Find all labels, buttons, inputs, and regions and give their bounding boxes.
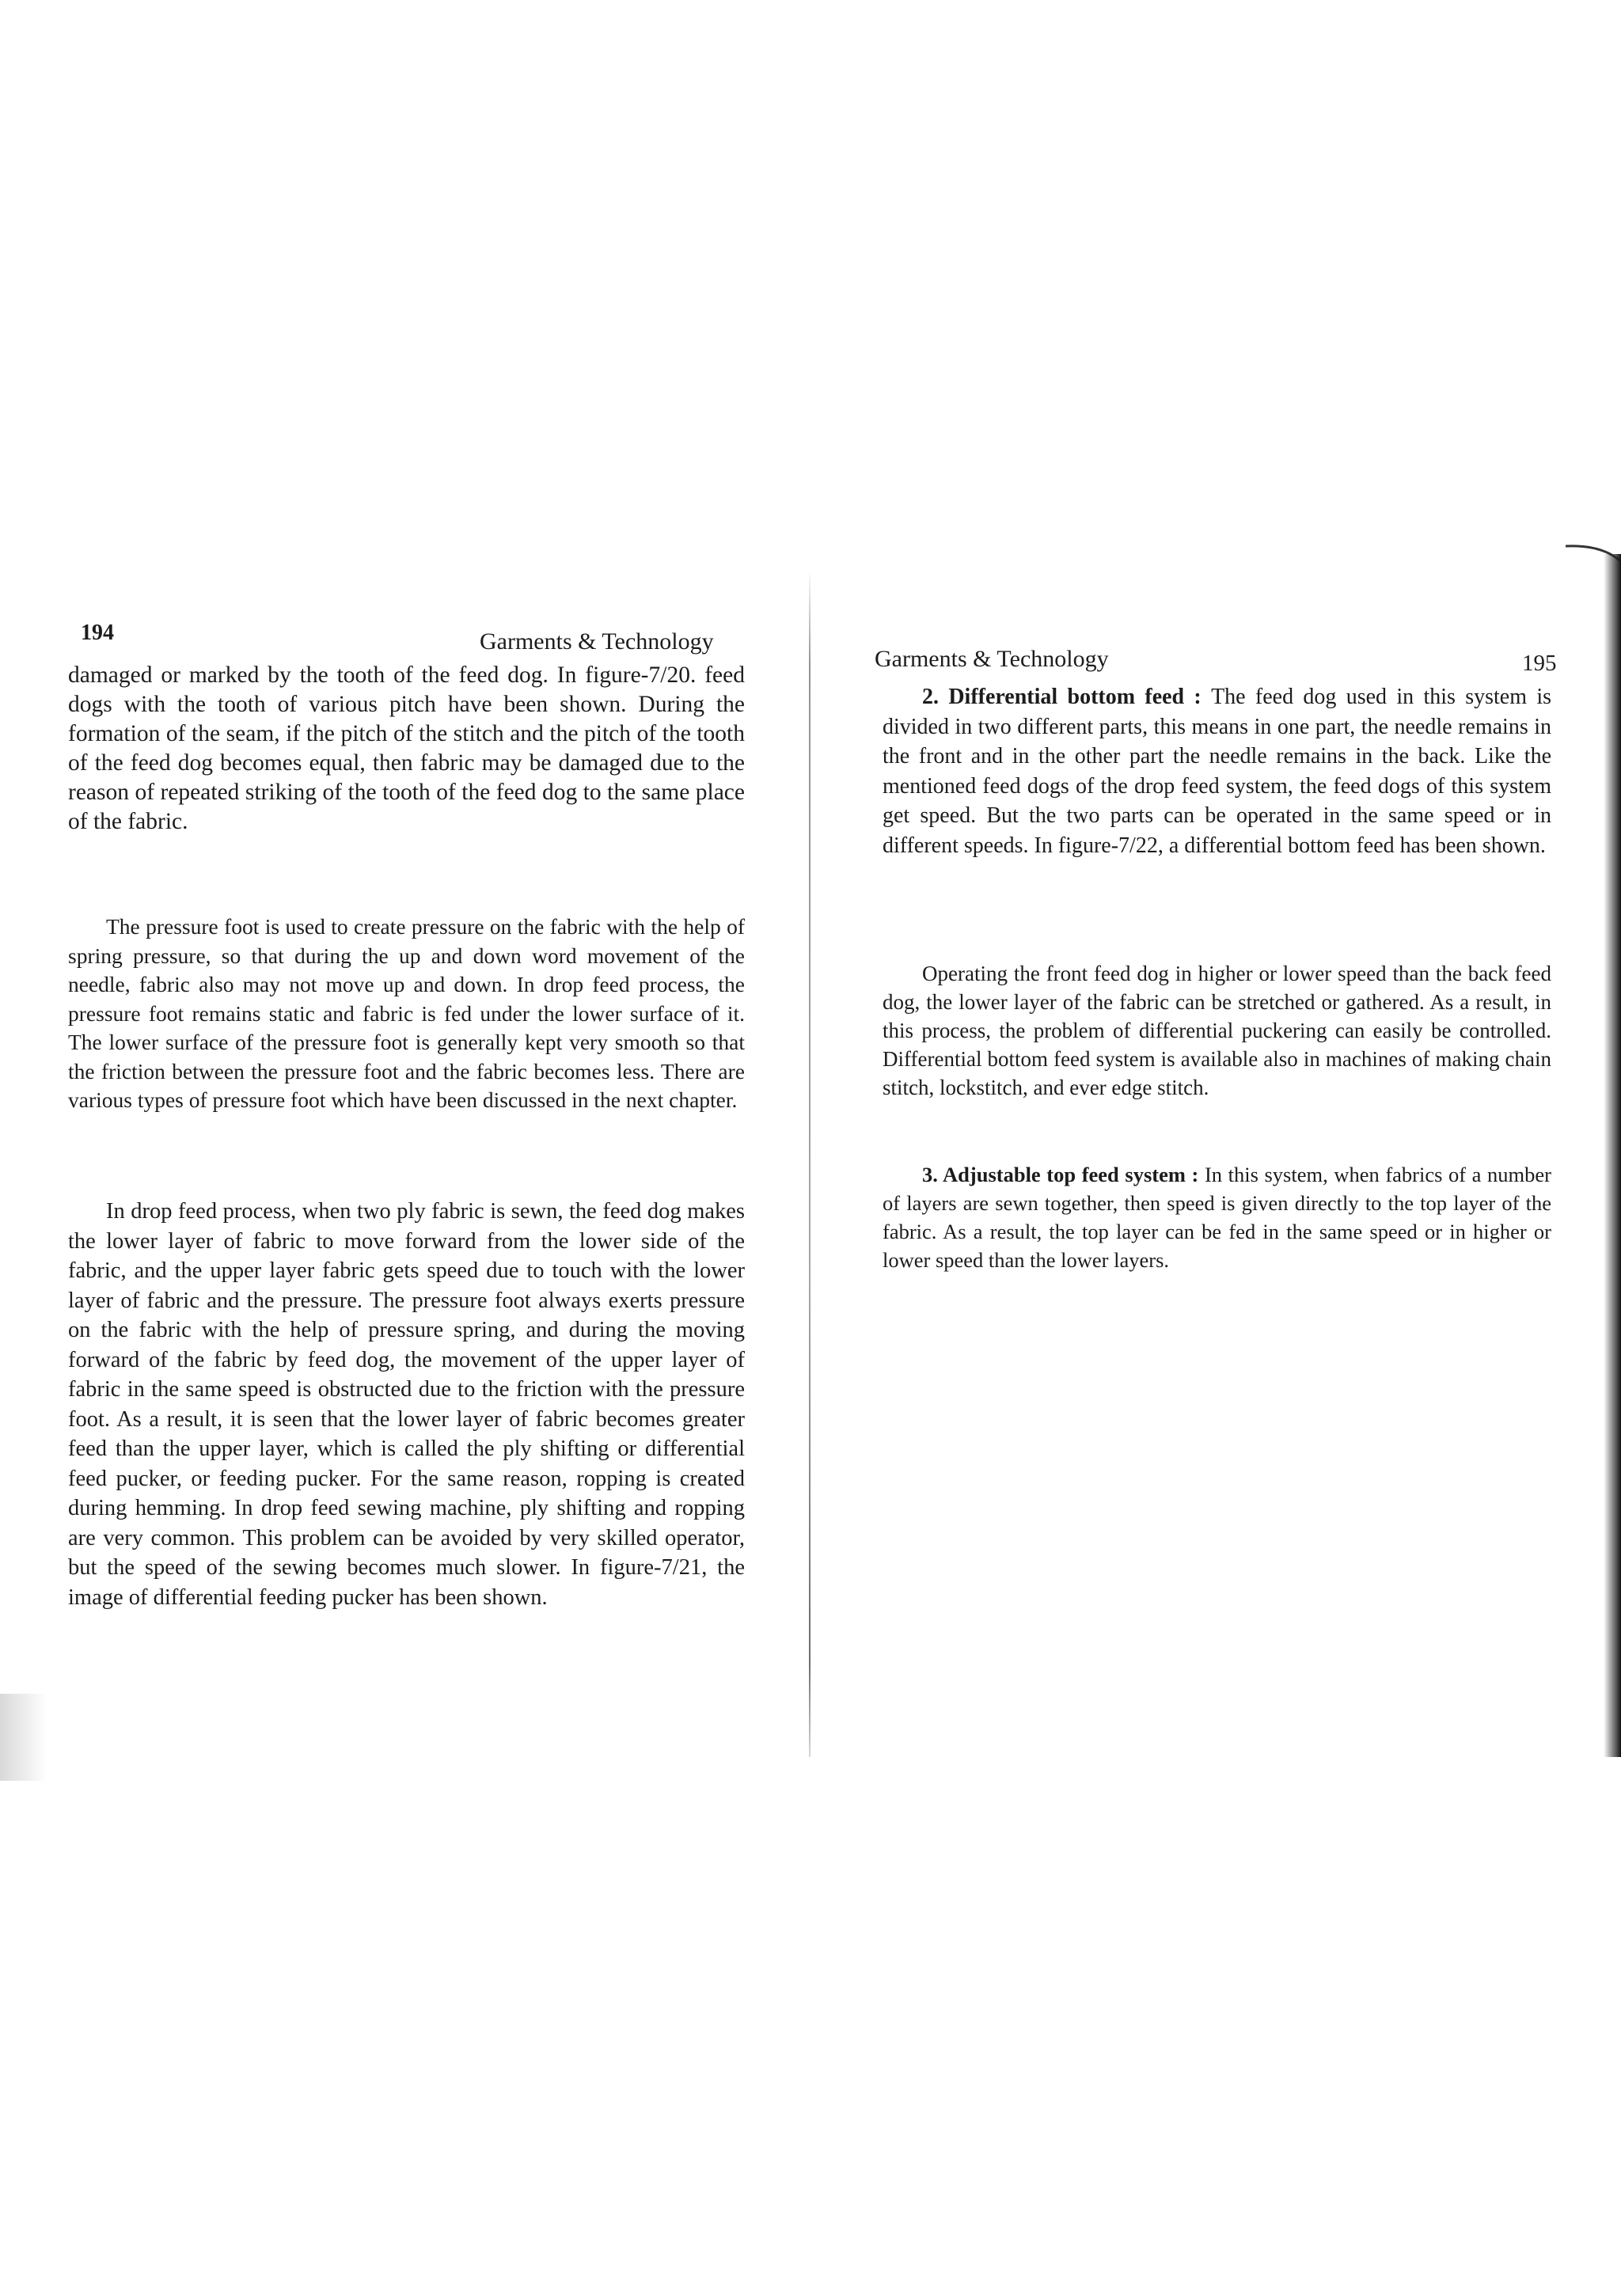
section-text: The feed dog used in this system is divided in two different parts, this means in one part, the needle remains in the front and in the other part the needle remains in the back. Like the mentioned feed dogs of the drop feed system, the feed dogs of this system get speed. But the two parts can be operated in the same speed or in different speeds. In figure-7/22, a differential bottom feed has been shown. <box>883 685 1551 858</box>
section-text: In this system, when fabrics of a number of layers are sewn together, then speed is given directly to the top layer of the fabric. As a result, the top layer can be fed in the same speed or in higher or lower speed than the lower layers. <box>883 1163 1551 1272</box>
page-number: 195 <box>1522 651 1557 676</box>
paragraph: In drop feed process, when two ply fabric is sewn, the feed dog makes the lower layer of fabric to move forward from the lower side of the fabric, and the upper layer fabric gets speed due to touch with the lower layer of fabric and the pressure. The pressure foot always exerts pressure on the fabric with the help of pressure spring, and during the moving forward of the fabric by feed dog, the movement of the upper layer of fabric in the same speed is obstructed due to the friction with the pressure foot. As a result, it is seen that the lower layer of fabric becomes greater feed than the upper layer, which is called the ply shifting or differential feed pucker, or feeding pucker. For the same reason, ropping is created during hemming. In drop feed sewing machine, ply shifting and ropping are very common. This problem can be avoided by very skilled operator, but the speed of the sewing becomes much slower. In figure-7/21, the image of differential feeding pucker has been shown. <box>68 1199 745 1610</box>
running-title: Garments & Technology <box>875 646 1109 672</box>
paragraph: damaged or marked by the tooth of the feed dog. In figure-7/20. feed dogs with the tooth of various pitch have been shown. During the formation of the seam, if the pitch of the stitch and the pitch of the tooth of the feed dog becomes equal, then fabric may be damaged due to the reason of repeated striking of the tooth of the feed dog to the same place of the fabric. <box>68 662 745 834</box>
running-title: Garments & Technology <box>480 628 714 655</box>
section-differential-bottom-feed <box>883 682 1551 860</box>
paragraph <box>883 959 1551 1102</box>
paragraph: The pressure foot is used to create pressure on the fabric with the help of spring pressure, so that during the up and down word movement of the needle, fabric also may not move up and down. In drop feed process, the pressure foot remains static and fabric is fed under the lower surface of it. The lower surface of the pressure foot is generally kept very smooth so that the friction between the pressure foot and the fabric becomes less. There are various types of pressure foot which have been discussed in the next chapter. <box>68 914 745 1112</box>
section-heading: 2. Differential bottom feed : <box>922 685 1212 709</box>
page-number: 194 <box>81 620 114 645</box>
page-gutter <box>809 570 810 1757</box>
section-text: Operating the front feed dog in higher or lower speed than the back feed dog, the lower layer of the fabric can be stretched or gathered. As a result, in this process, the problem of differential puckering can easily be controlled. Differential bottom feed system is available also in machines of making chain stitch, lockstitch, and ever edge stitch. <box>883 962 1551 1099</box>
scan-shadow <box>0 1694 47 1781</box>
section-heading: 3. Adjustable top feed system : <box>922 1163 1205 1186</box>
section-adjustable-top-feed <box>883 1160 1551 1274</box>
page-edge-shadow <box>1604 554 1621 1757</box>
